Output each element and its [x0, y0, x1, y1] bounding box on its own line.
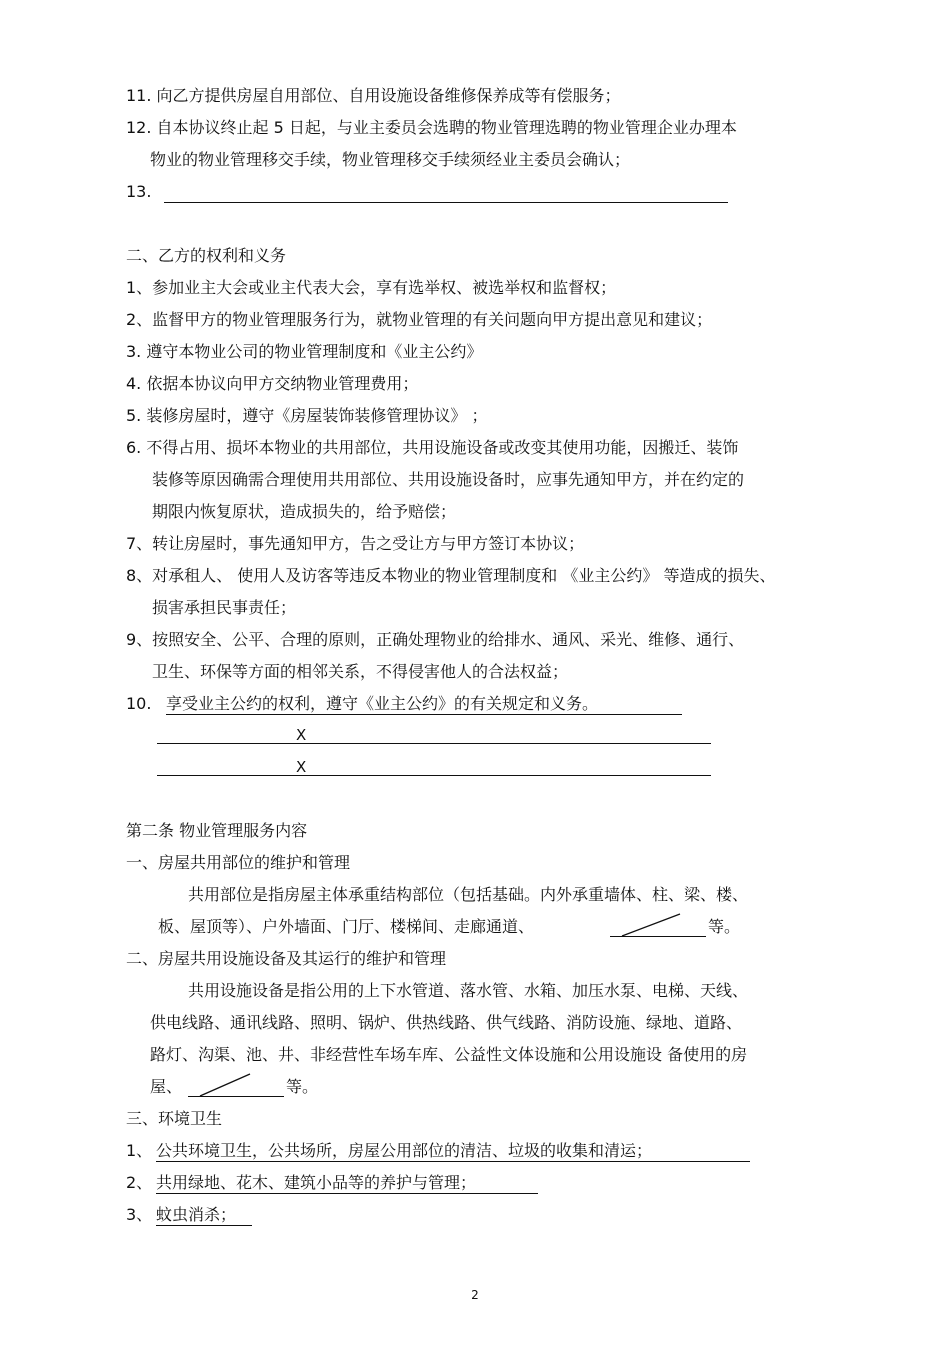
common-parts-line-1: 共用部位是指房屋主体承重结构部位（包括基础。内外承重墙体、柱、梁、楼、 [188, 885, 749, 904]
sanitation-1-number: 1、 [126, 1141, 153, 1160]
right-4: 4. 依据本协议向甲方交纳物业管理费用； [126, 374, 419, 393]
common-facilities-blank [188, 1096, 284, 1097]
blank-line-2-mark: X [296, 758, 307, 776]
right-3: 3. 遵守本物业公司的物业管理制度和《业主公约》 [126, 342, 483, 361]
sanitation-1-text: 公共环境卫生，公共场所，房屋公用部位的清洁、垃圾的收集和清运； [156, 1141, 750, 1162]
sanitation-2-text: 共用绿地、花木、建筑小品等的养护与管理； [156, 1173, 538, 1194]
common-facilities-line-3: 路灯、沟渠、池、井、非经营性车场车库、公益性文体设施和公用设施设 备使用的房 [150, 1045, 748, 1064]
page-number: 2 [471, 1288, 479, 1302]
section-common-parts: 一、房屋共用部位的维护和管理 [126, 853, 351, 872]
right-1: 1、参加业主大会或业主代表大会，享有选举权、被选举权和监督权； [126, 278, 617, 297]
strike-slash-mark [622, 912, 682, 936]
sanitation-2-number: 2、 [126, 1173, 153, 1192]
blank-line-2 [157, 775, 711, 776]
item-13-number: 13. [126, 182, 152, 201]
section-common-facilities: 二、房屋共用设施设备及其运行的维护和管理 [126, 949, 447, 968]
item-12-line-1: 12. 自本协议终止起 5 日起，与业主委员会选聘的物业管理选聘的物业管理企业办理本 [126, 118, 737, 137]
right-7: 7、转让房屋时，事先通知甲方，告之受让方与甲方签订本协议； [126, 534, 585, 553]
section-party-b-rights: 二、乙方的权利和义务 [126, 246, 287, 265]
right-6-line-2: 装修等原因确需合理使用共用部位、共用设施设备时，应事先通知甲方，并在约定的 [152, 470, 745, 489]
common-facilities-line-1: 共用设施设备是指公用的上下水管道、落水管、水箱、加压水泵、电梯、天线、 [188, 981, 749, 1000]
sanitation-3-text: 蚊虫消杀； [156, 1205, 252, 1226]
item-11: 11. 向乙方提供房屋自用部位、自用设施设备维修保养成等有偿服务； [126, 86, 621, 105]
common-facilities-end: 等。 [286, 1077, 319, 1096]
section-sanitation: 三、环境卫生 [126, 1109, 223, 1128]
right-8-line-2: 损害承担民事责任； [152, 598, 297, 617]
right-10-text: 享受业主公约的权利，遵守《业主公约》的有关规定和义务。 [166, 694, 682, 715]
right-9-line-1: 9、按照安全、公平、合理的原则，正确处理物业的给排水、通风、采光、维修、通行、 [126, 630, 745, 649]
right-6-line-1: 6. 不得占用、损坏本物业的共用部位，共用设施设备或改变其使用功能，因搬迁、装饰 [126, 438, 739, 457]
common-parts-end: 等。 [708, 917, 741, 936]
right-10-number: 10. [126, 694, 152, 713]
right-8-line-1: 8、对承租人、 使用人及访客等违反本物业的物业管理制度和 《业主公约》 等造成的损失、 [126, 566, 776, 585]
right-2: 2、监督甲方的物业管理服务行为，就物业管理的有关问题向甲方提出意见和建议； [126, 310, 713, 329]
common-parts-blank [610, 936, 706, 937]
article-2-heading: 第二条 物业管理服务内容 [126, 821, 308, 840]
right-5: 5. 装修房屋时，遵守《房屋装饰装修管理协议》 ； [126, 406, 488, 425]
item-13-blank-line [164, 202, 728, 203]
common-facilities-line-2: 供电线路、通讯线路、照明、锅炉、供热线路、供气线路、消防设施、绿地、道路、 [150, 1013, 743, 1032]
blank-line-1-mark: X [296, 726, 307, 744]
blank-line-1 [157, 743, 711, 744]
right-6-line-3: 期限内恢复原状，造成损失的，给予赔偿； [152, 502, 457, 521]
common-parts-line-2: 板、屋顶等）、户外墙面、门厅、楼梯间、走廊通道、 [158, 917, 535, 936]
strike-slash-mark [200, 1072, 260, 1096]
right-9-line-2: 卫生、环保等方面的相邻关系，不得侵害他人的合法权益； [152, 662, 569, 681]
sanitation-3-number: 3、 [126, 1205, 153, 1224]
common-facilities-line-4: 屋、 [150, 1077, 183, 1096]
item-12-line-2: 物业的物业管理移交手续，物业管理移交手续须经业主委员会确认； [150, 150, 631, 169]
